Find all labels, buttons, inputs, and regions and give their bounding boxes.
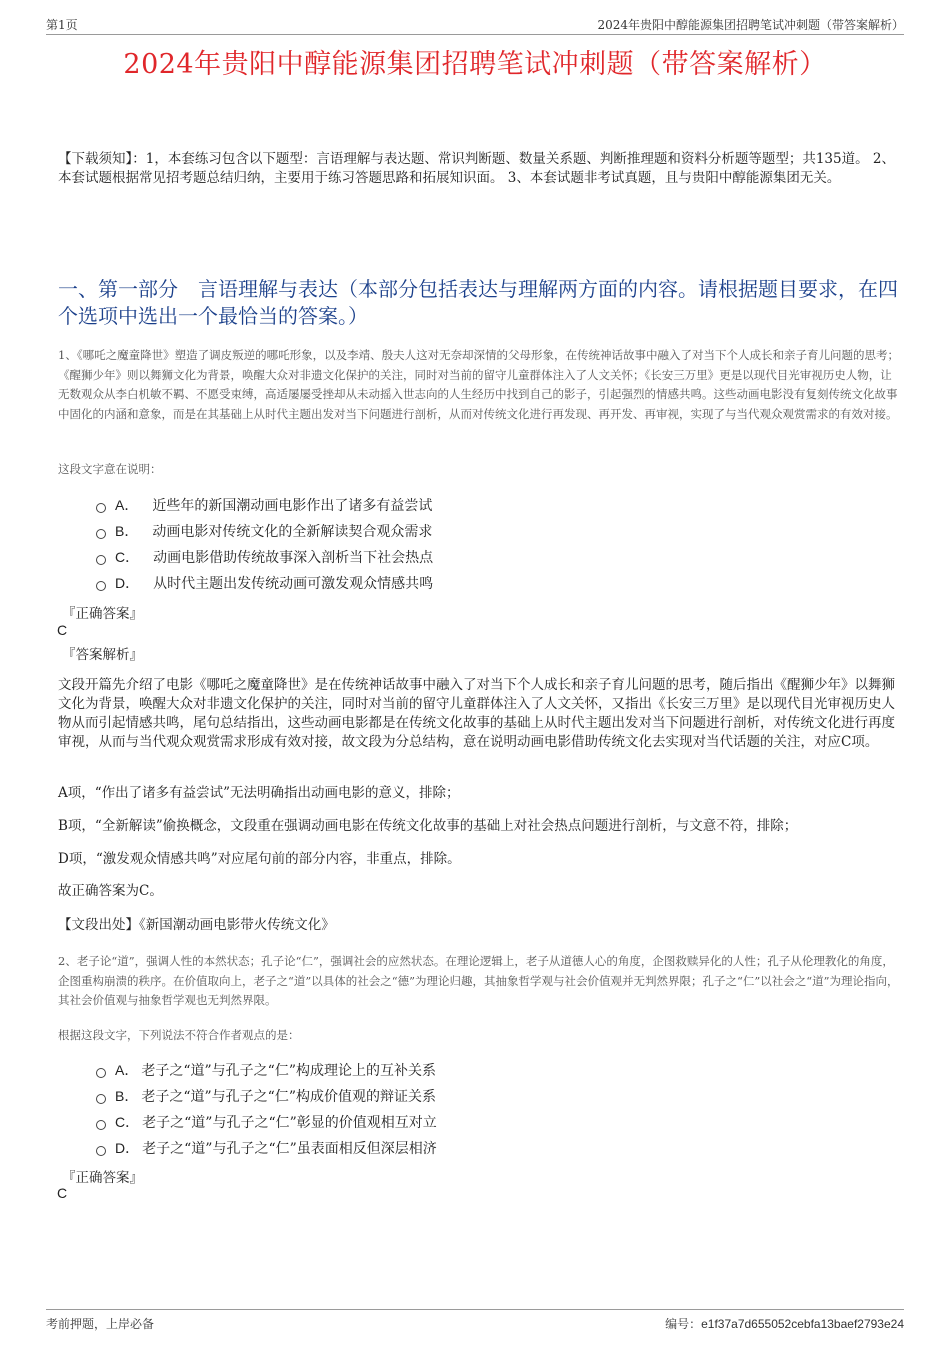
- radio-button[interactable]: [96, 529, 106, 539]
- question-1-option-d[interactable]: D． 从时代主题出发传统动画可激发观众情感共鸣: [96, 570, 696, 596]
- option-text: 老子之“道”与孔子之“仁”构成理论上的互补关系: [141, 1063, 436, 1079]
- question-1-analysis-conclusion: 故正确答案为C。: [58, 883, 163, 899]
- option-text: 近些年的新国潮动画电影作出了诸多有益尝试: [152, 498, 433, 514]
- option-text: 动画电影对传统文化的全新解读契合观众需求: [152, 524, 433, 540]
- radio-button[interactable]: [96, 581, 106, 591]
- footer-code: [665, 1315, 904, 1332]
- question-1-analysis-a: A项，“作出了诸多有益尝试”无法明确指出动画电影的意义，排除；: [58, 785, 460, 801]
- question-2-stem: 2、老子论“道”，强调人性的本然状态；孔子论“仁”，强调社会的应然状态。在理论逻辑上，老子从道德人心的角度，企图救赎异化的人性；孔子从伦理教化的角度，企图重构崩溃的秩序。在价值取向上，老子之“道”以具体的社会之“德”为理论归趣，其抽象哲学观与社会价值观并无判然界限；孔子之“仁”以社会之“道”为理论指向，其社会价值观与抽象哲学观也无判然界限。: [58, 954, 899, 1007]
- radio-button[interactable]: [96, 1068, 106, 1078]
- question-1-analysis-d: D项，“激发观众情感共鸣”对应尾句前的部分内容，非重点，排除。: [58, 851, 461, 867]
- option-text: 老子之“道”与孔子之“仁”构成价值观的辩证关系: [141, 1089, 436, 1105]
- question-1-option-c[interactable]: C． 动画电影借助传统故事深入剖析当下社会热点: [96, 544, 696, 570]
- question-2-option-b[interactable]: B． 老子之“道”与孔子之“仁”构成价值观的辩证关系: [96, 1083, 696, 1109]
- header-doc-title: 2024年贵阳中醇能源集团招聘笔试冲刺题（带答案解析）: [597, 18, 904, 32]
- question-1-source: 【文段出处】《新国潮动画电影带火传统文化》: [58, 917, 335, 933]
- section-heading: 一、第一部分 言语理解与表达（本部分包括表达与理解两方面的内容。请根据题目要求，在四个选项中选出一个最恰当的答案。）: [58, 277, 898, 328]
- radio-button[interactable]: [96, 503, 106, 513]
- question-2-answer-label: 『正确答案』: [62, 1170, 143, 1186]
- question-2-option-d[interactable]: D． 老子之“道”与孔子之“仁”虽表面相反但深层相济: [96, 1135, 696, 1161]
- option-text: 从时代主题出发传统动画可激发观众情感共鸣: [153, 576, 434, 592]
- radio-button[interactable]: [96, 555, 106, 565]
- page-number: 第1页: [46, 18, 78, 32]
- question-1-options: [96, 492, 696, 596]
- question-2-option-a[interactable]: A． 老子之“道”与孔子之“仁”构成理论上的互补关系: [96, 1057, 696, 1083]
- radio-button[interactable]: [96, 1146, 106, 1156]
- option-text: 老子之“道”与孔子之“仁”虽表面相反但深层相济: [142, 1141, 437, 1157]
- question-2-prompt: 根据这段文字，下列说法不符合作者观点的是：: [58, 1028, 300, 1042]
- page-title: 2024年贵阳中醇能源集团招聘笔试冲刺题（带答案解析）: [123, 49, 827, 80]
- question-1-analysis-main: 文段开篇先介绍了电影《哪吒之魔童降世》是在传统神话故事中融入了对当下个人成长和亲子育儿问题的思考，随后指出《醒狮少年》以舞狮文化为背景，唤醒大众对非遗文化保护的关注，同时对当前的留守儿童群体注入了人文关怀，又指出《长安三万里》是以现代目光审视历史人物从而引起情感共鸣，尾句总结指出，这些动画电影都是在传统文化故事的基础上从时代主题出发对当下问题进行剖析，对传统文化进行再度审视，从而与当代观众观赏需求形成有效对接，故文段为分总结构，意在说明动画电影借助传统文化去实现对当代话题的关注，对应C项。: [58, 677, 895, 750]
- footer-code-label: 编号：: [665, 1317, 702, 1331]
- question-1-analysis-label: 『答案解析』: [62, 647, 143, 663]
- page-header: [46, 14, 904, 35]
- question-1-stem: 1、《哪吒之魔童降世》塑造了调皮叛逆的哪吒形象，以及李靖、殷夫人这对无奈却深情的父母形象，在传统神话故事中融入了对当下个人成长和亲子育儿问题的思考；《醒狮少年》则以舞狮文化为背景，唤醒大众对非遗文化保护的关注，同时对当前的留守儿童群体注入了人文关怀；《长安三万里》更是以现代目光审视历史人物，让无数观众从李白机敏不羁、不愿受束缚，高适屡屡受挫却从未动摇入世志向的人生经历中找到自己的影子，引起强烈的情感共鸣。这些动画电影没有复刻传统文化故事中固化的内涵和意象，而是在其基础上从时代主题出发对当下问题进行剖析，从而对传统文化进行再发现、再开发、再审视，实现了与当代观众观赏需求的有效对接。: [58, 348, 900, 421]
- footer-code-value: e1f37a7d655052cebfa13baef2793e24: [701, 1317, 904, 1331]
- option-text: 老子之“道”与孔子之“仁”彰显的价值观相互对立: [142, 1115, 437, 1131]
- question-1-option-b[interactable]: B． 动画电影对传统文化的全新解读契合观众需求: [96, 518, 696, 544]
- question-2-option-c[interactable]: C． 老子之“道”与孔子之“仁”彰显的价值观相互对立: [96, 1109, 696, 1135]
- question-1-prompt: 这段文字意在说明：: [58, 462, 162, 476]
- question-1-analysis-b: B项，“全新解读”偷换概念，文段重在强调动画电影在传统文化故事的基础上对社会热点问题进行剖析，与文意不符，排除；: [58, 818, 798, 834]
- question-2-options: [96, 1057, 696, 1161]
- question-1-answer-label: 『正确答案』: [62, 606, 143, 622]
- page-footer: [46, 1309, 904, 1332]
- download-notice: 【下载须知】：1，本套练习包含以下题型：言语理解与表达题、常识判断题、数量关系题、判断推理题和资料分析题等题型；共135道。 2、本套试题根据常见招考题总结归纳，主要用于练习答题思路和拓展知识面。 3、本套试题非考试真题，且与贵阳中醇能源集团无关。: [58, 151, 895, 186]
- question-2-answer: C: [57, 1185, 68, 1201]
- question-1-answer: C: [57, 622, 68, 638]
- radio-button[interactable]: [96, 1094, 106, 1104]
- footer-slogan: 考前押题，上岸必备: [46, 1317, 155, 1331]
- radio-button[interactable]: [96, 1120, 106, 1130]
- question-1-option-a[interactable]: A． 近些年的新国潮动画电影作出了诸多有益尝试: [96, 492, 696, 518]
- option-text: 动画电影借助传统故事深入剖析当下社会热点: [153, 550, 434, 566]
